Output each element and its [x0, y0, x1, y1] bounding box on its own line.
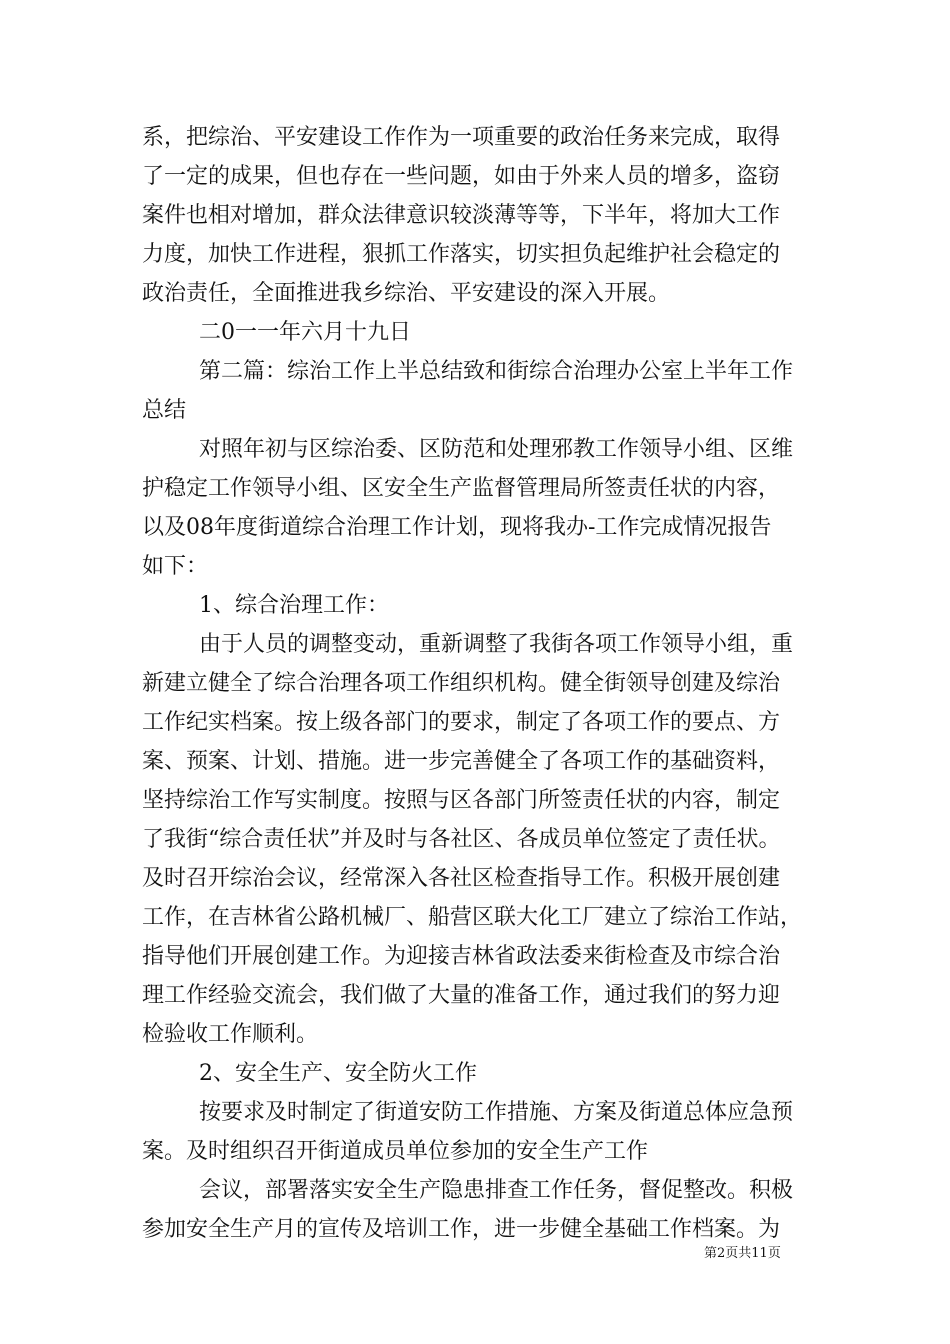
text-line: 新建立健全了综合治理各项工作组织机构。健全街领导创建及综治: [142, 671, 781, 696]
subheading-line: 2、安全生产、安全防火工作: [199, 1061, 477, 1086]
text-line: 指导他们开展创建工作。为迎接吉林省政法委来街检查及市综合治: [142, 944, 781, 969]
text-line: 工作，在吉林省公路机械厂、船营区联大化工厂建立了综治工作站，: [142, 905, 803, 930]
text-line: 案。及时组织召开街道成员单位参加的安全生产工作: [142, 1139, 649, 1164]
text-line: 案件也相对增加，群众法律意识较淡薄等等，下半年，将加大工作: [142, 203, 781, 228]
text-line: 力度，加快工作进程，狠抓工作落实，切实担负起维护社会稳定的: [142, 242, 781, 267]
text-line: 参加安全生产月的宣传及培训工作，进一步健全基础工作档案。为: [142, 1217, 781, 1242]
text-line: 检验收工作顺利。: [142, 1022, 319, 1047]
text-line: 以及08年度街道综合治理工作计划，现将我办-工作完成情况报告: [142, 515, 772, 540]
text-line: 由于人员的调整变动，重新调整了我街各项工作领导小组，重: [199, 632, 794, 657]
text-line: 工作纪实档案。按上级各部门的要求，制定了各项工作的要点、方: [142, 710, 781, 735]
text-line: 会议，部署落实安全生产隐患排查工作任务，督促整改。积极: [199, 1178, 794, 1203]
subheading-line: 1、综合治理工作：: [199, 593, 389, 618]
text-line: 坚持综治工作写实制度。按照与区各部门所签责任状的内容，制定: [142, 788, 781, 813]
text-line: 了一定的成果，但也存在一些问题，如由于外来人员的增多，盗窃: [142, 164, 781, 189]
text-line: 政治责任，全面推进我乡综治、平安建设的深入开展。: [142, 281, 671, 306]
text-line: 系，把综治、平安建设工作作为一项重要的政治任务来完成，取得: [142, 125, 781, 150]
text-line: 及时召开综治会议，经常深入各社区检查指导工作。积极开展创建: [142, 866, 781, 891]
section-title-continued: 总结: [142, 398, 187, 423]
text-line: 护稳定工作领导小组、区安全生产监督管理局所签责任状的内容，: [142, 476, 781, 501]
date-line: 二0一一年六月十九日: [199, 320, 411, 345]
page-number: 第2页共11页: [704, 1246, 781, 1261]
section-title: 第二篇：综治工作上半总结致和街综合治理办公室上半年工作: [199, 359, 794, 384]
text-line: 如下：: [142, 554, 209, 579]
text-line: 案、预案、计划、措施。进一步完善健全了各项工作的基础资料，: [142, 749, 781, 774]
document-body: [142, 118, 812, 1249]
text-line: 理工作经验交流会，我们做了大量的准备工作，通过我们的努力迎: [142, 983, 781, 1008]
text-line: 按要求及时制定了街道安防工作措施、方案及街道总体应急预: [199, 1100, 794, 1125]
text-line: 了我街“综合责任状”并及时与各社区、各成员单位签定了责任状。: [142, 827, 781, 852]
text-line: 对照年初与区综治委、区防范和处理邪教工作领导小组、区维: [199, 437, 794, 462]
